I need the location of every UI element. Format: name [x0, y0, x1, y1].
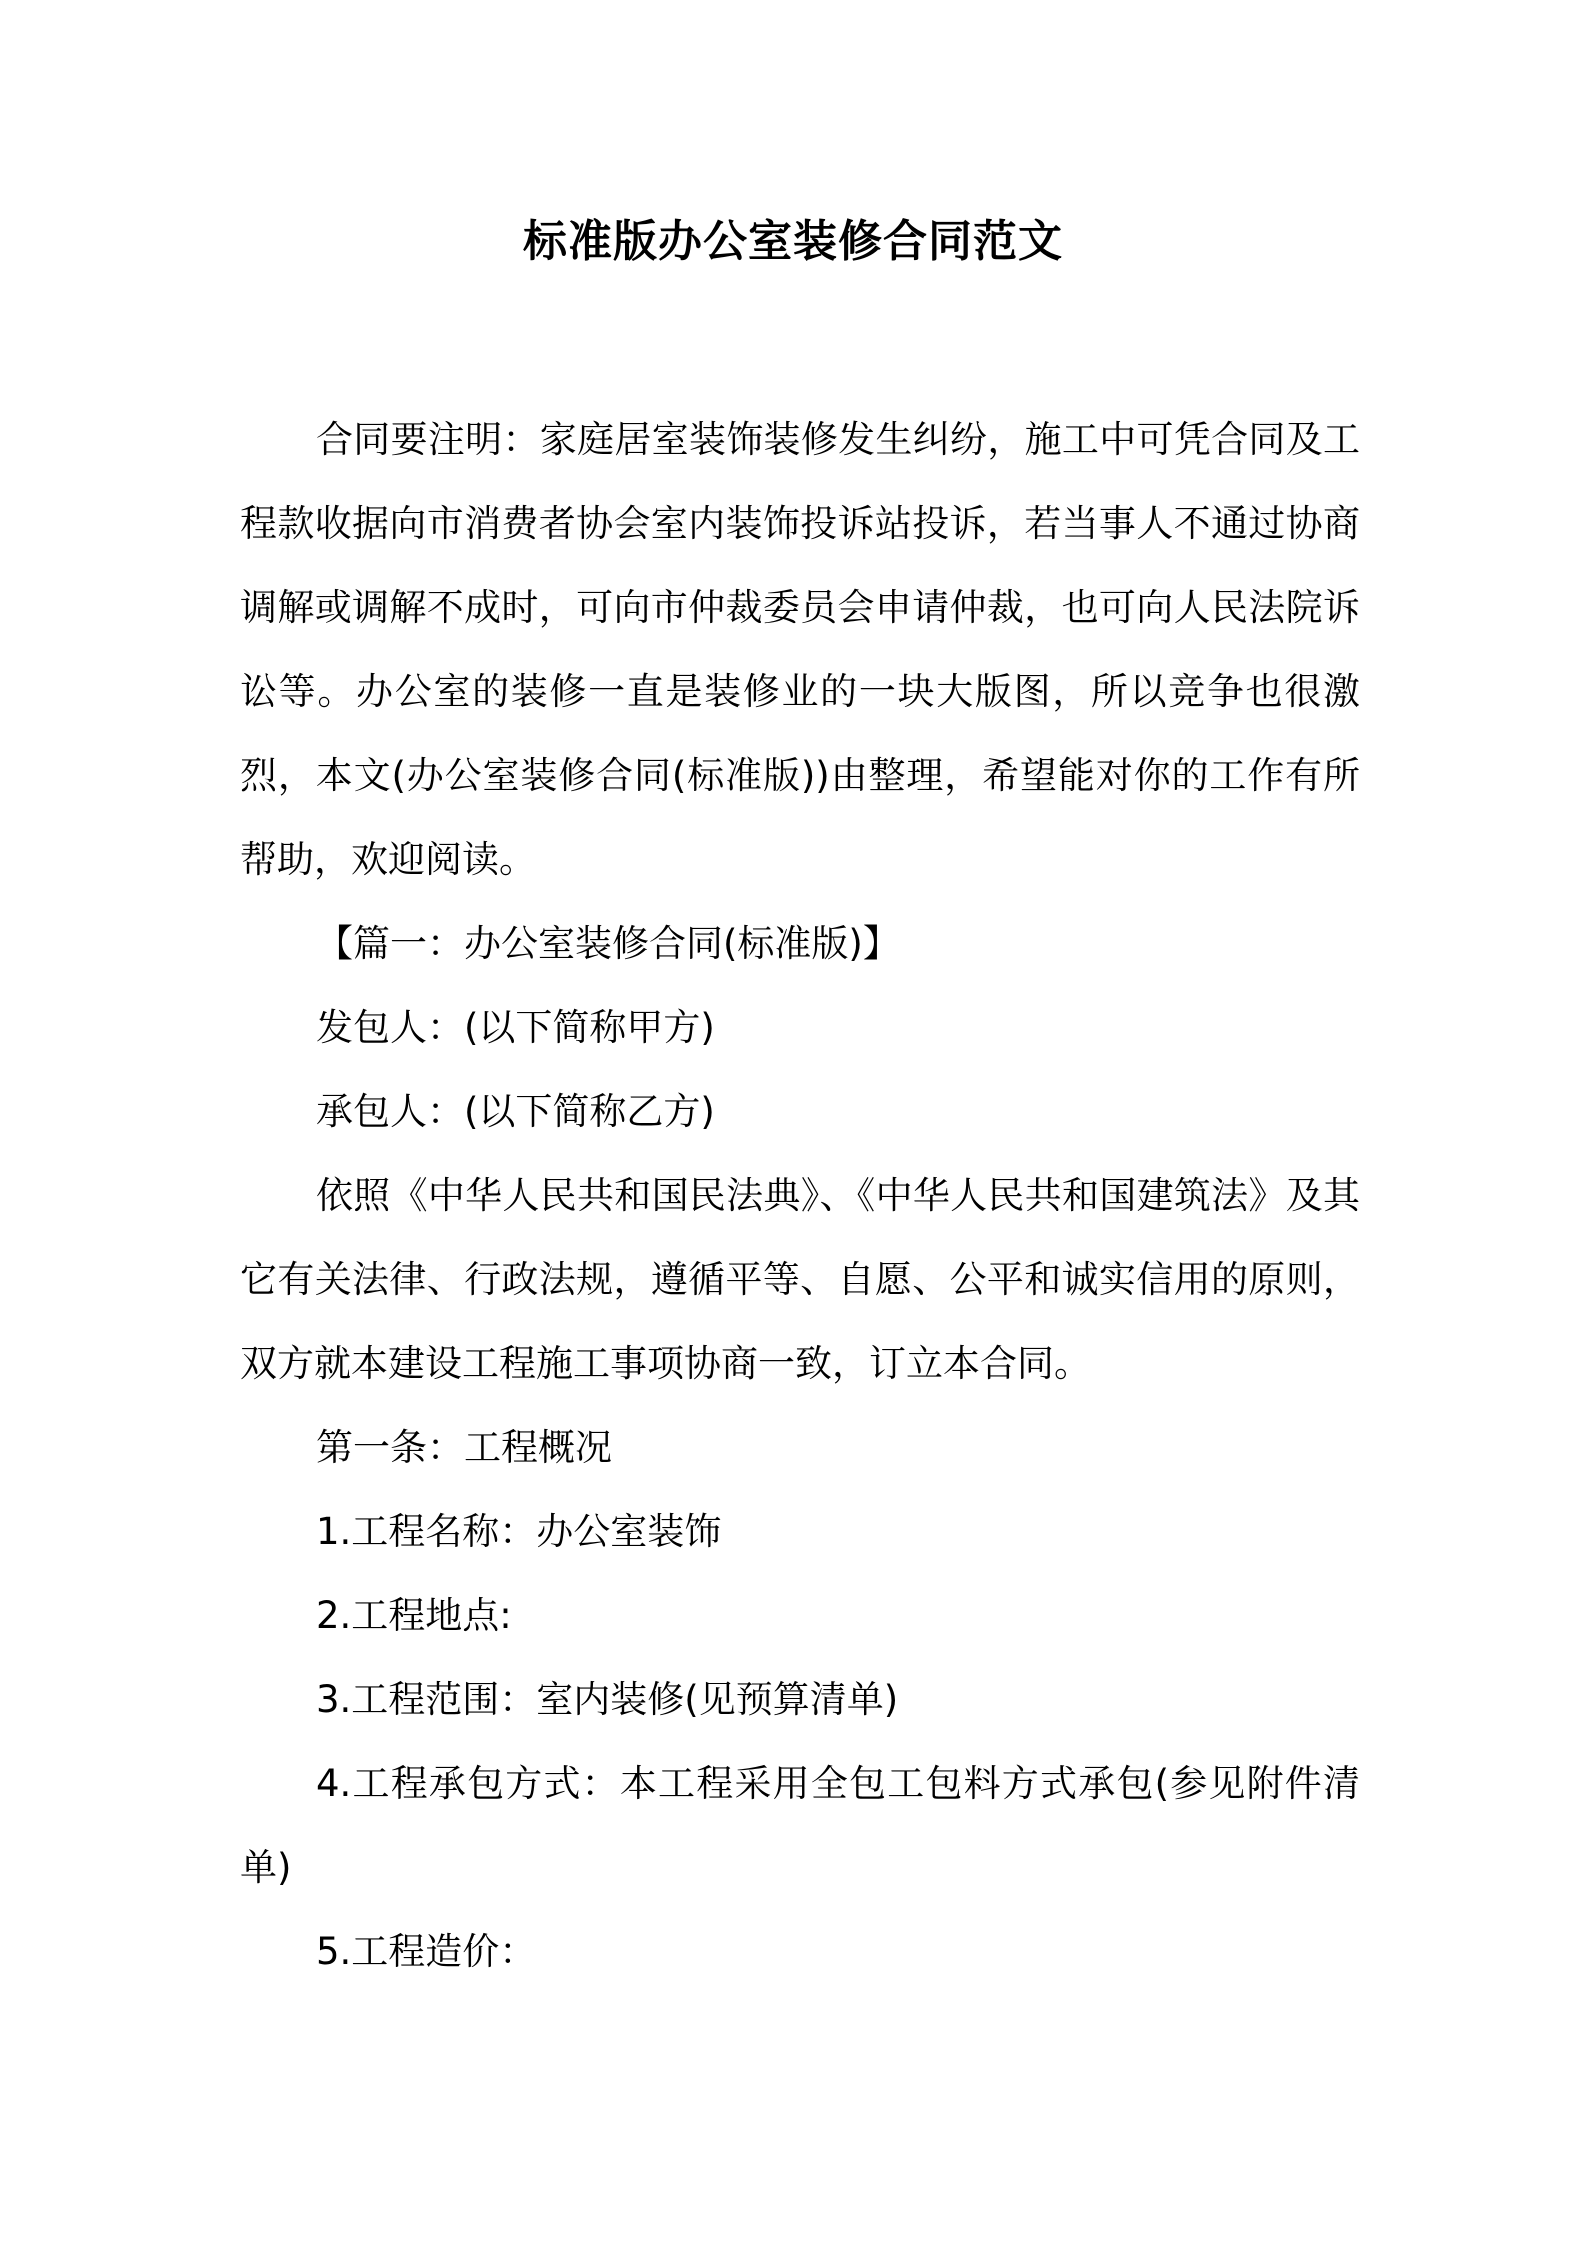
section-heading-part-one: 【篇一：办公室装修合同(标准版)】 — [316, 922, 900, 965]
legal-basis-paragraph: 依照《中华人民共和国民法典》、《中华人民共和国建筑法》及其它有关法律、行政法规，遵循平等、自愿、公平和诚实信用的原则，双方就本建设工程施工事项协商一致，订立本合同。 — [240, 1174, 1360, 1385]
contractor-line: 承包人：(以下简称乙方) — [316, 1090, 715, 1133]
employer-line: 发包人：(以下简称甲方) — [316, 1006, 715, 1049]
project-name-item: 1.工程名称：办公室装饰 — [316, 1510, 722, 1553]
project-cost-item: 5.工程造价： — [316, 1930, 537, 1973]
intro-paragraph: 合同要注明：家庭居室装饰装修发生纠纷，施工中可凭合同及工程款收据向市消费者协会室内装饰投诉站投诉，若当事人不通过协商调解或调解不成时，可向市仲裁委员会申请仲裁，也可向人民法院诉讼等。办公室的装修一直是装修业的一块大版图，所以竞争也很激烈，本文(办公室装修合同(标准版))由整理，希望能对你的工作有所帮助，欢迎阅读。 — [240, 418, 1360, 881]
article-one-heading: 第一条：工程概况 — [316, 1426, 612, 1469]
project-scope-item: 3.工程范围：室内装修(见预算清单) — [316, 1678, 899, 1721]
document-title: 标准版办公室装修合同范文 — [523, 216, 1063, 267]
document-body — [240, 398, 1360, 1994]
contract-method-item: 4.工程承包方式：本工程采用全包工包料方式承包(参见附件清单) — [240, 1762, 1360, 1889]
project-location-item: 2.工程地点: — [316, 1594, 512, 1637]
